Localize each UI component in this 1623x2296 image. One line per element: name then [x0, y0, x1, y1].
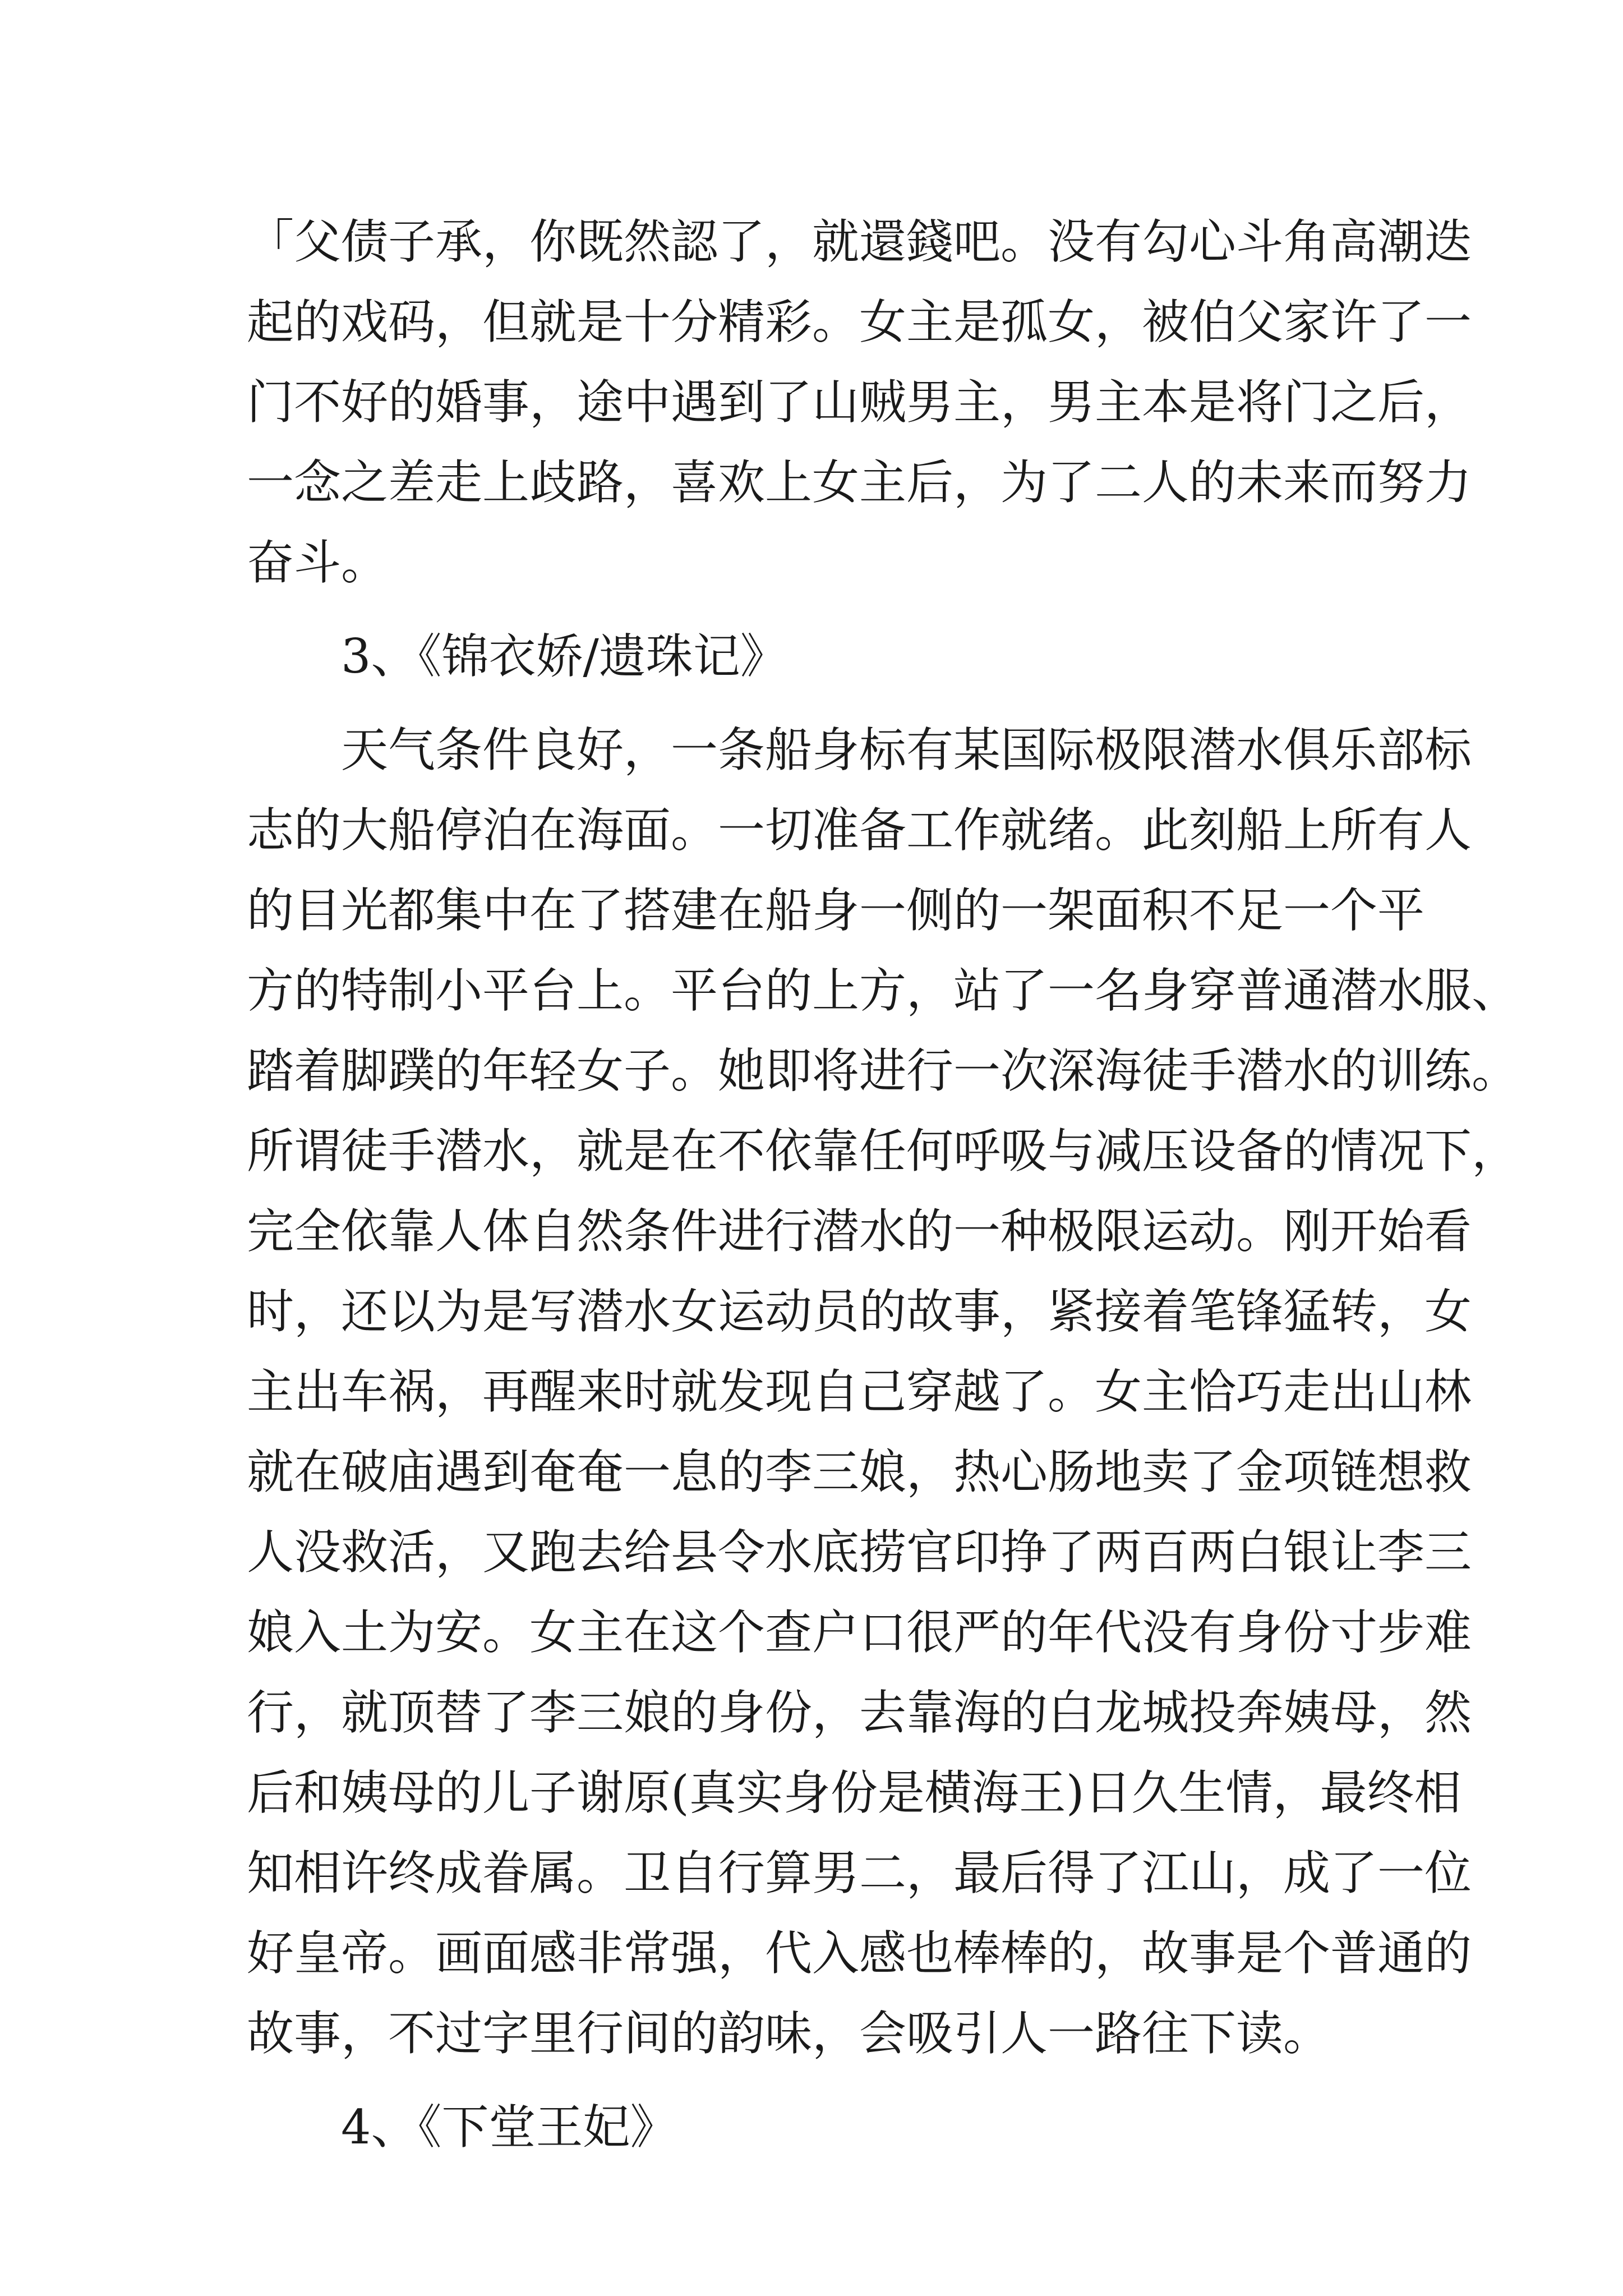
paragraph-line: 踏着脚蹼的年轻女子。她即将进行一次深海徒手潜水的训练。 — [247, 1043, 1519, 1098]
paragraph-line: 门不好的婚事，途中遇到了山贼男主，男主本是将门之后， — [247, 375, 1472, 430]
paragraph-line: 人没救活，又跑去给县令水底捞官印挣了两百两白银让李三 — [247, 1525, 1472, 1580]
paragraph-line: 娘入土为安。女主在这个查户口很严的年代没有身份寸步难 — [247, 1605, 1472, 1660]
paragraph-line: 行，就顶替了李三娘的身份，去靠海的白龙城投奔姨母，然 — [247, 1685, 1472, 1740]
paragraph-line: 时，还以为是写潜水女运动员的故事，紧接着笔锋猛转，女 — [247, 1284, 1472, 1339]
paragraph-line: 知相许终成眷属。卫自行算男二，最后得了江山，成了一位 — [247, 1846, 1472, 1901]
paragraph-line: 的目光都集中在了搭建在船身一侧的一架面积不足一个平 — [247, 883, 1425, 938]
paragraph-line: 方的特制小平台上。平台的上方，站了一名身穿普通潜水服、 — [247, 963, 1519, 1018]
paragraph-1 — [247, 202, 1472, 603]
paragraph-line: 主出车祸，再醒来时就发现自己穿越了。女主恰巧走出山林 — [247, 1364, 1472, 1419]
paragraph-line: 「父债子承，你既然認了，就還錢吧。没有勾心斗角高潮迭 — [247, 214, 1472, 269]
section-heading-3: 3、《锦衣娇/遗珠记》 — [341, 629, 787, 684]
document-body — [247, 202, 1519, 2181]
section-heading-4: 4、《下堂王妃》 — [341, 2100, 677, 2155]
paragraph-line: 故事，不过字里行间的韵味，会吸引人一路往下读。 — [247, 2006, 1331, 2061]
paragraph-line: 好皇帝。画面感非常强，代入感也棒棒的，故事是个普通的 — [247, 1926, 1472, 1981]
paragraph-line: 奋斗。 — [247, 535, 389, 590]
paragraph-line: 就在破庙遇到奄奄一息的李三娘，热心肠地卖了金项链想救 — [247, 1444, 1472, 1499]
paragraph-line: 完全依靠人体自然条件进行潜水的一种极限运动。刚开始看 — [247, 1204, 1472, 1259]
paragraph-line: 起的戏码，但就是十分精彩。女主是孤女，被伯父家许了一 — [247, 295, 1472, 349]
paragraph-line: 后和姨母的儿子谢原(真实身份是横海王)日久生情，最终相 — [247, 1765, 1461, 1820]
paragraph-line: 所谓徒手潜水，就是在不依靠任何呼吸与减压设备的情况下， — [247, 1124, 1519, 1179]
paragraph-line: 志的大船停泊在海面。一切准备工作就绪。此刻船上所有人 — [247, 803, 1472, 858]
paragraph-line: 天气条件良好，一条船身标有某国际极限潜水俱乐部标 — [341, 723, 1472, 777]
paragraph-line: 一念之差走上歧路，喜欢上女主后，为了二人的未来而努力 — [247, 455, 1472, 510]
paragraph-2 — [247, 710, 1519, 2074]
